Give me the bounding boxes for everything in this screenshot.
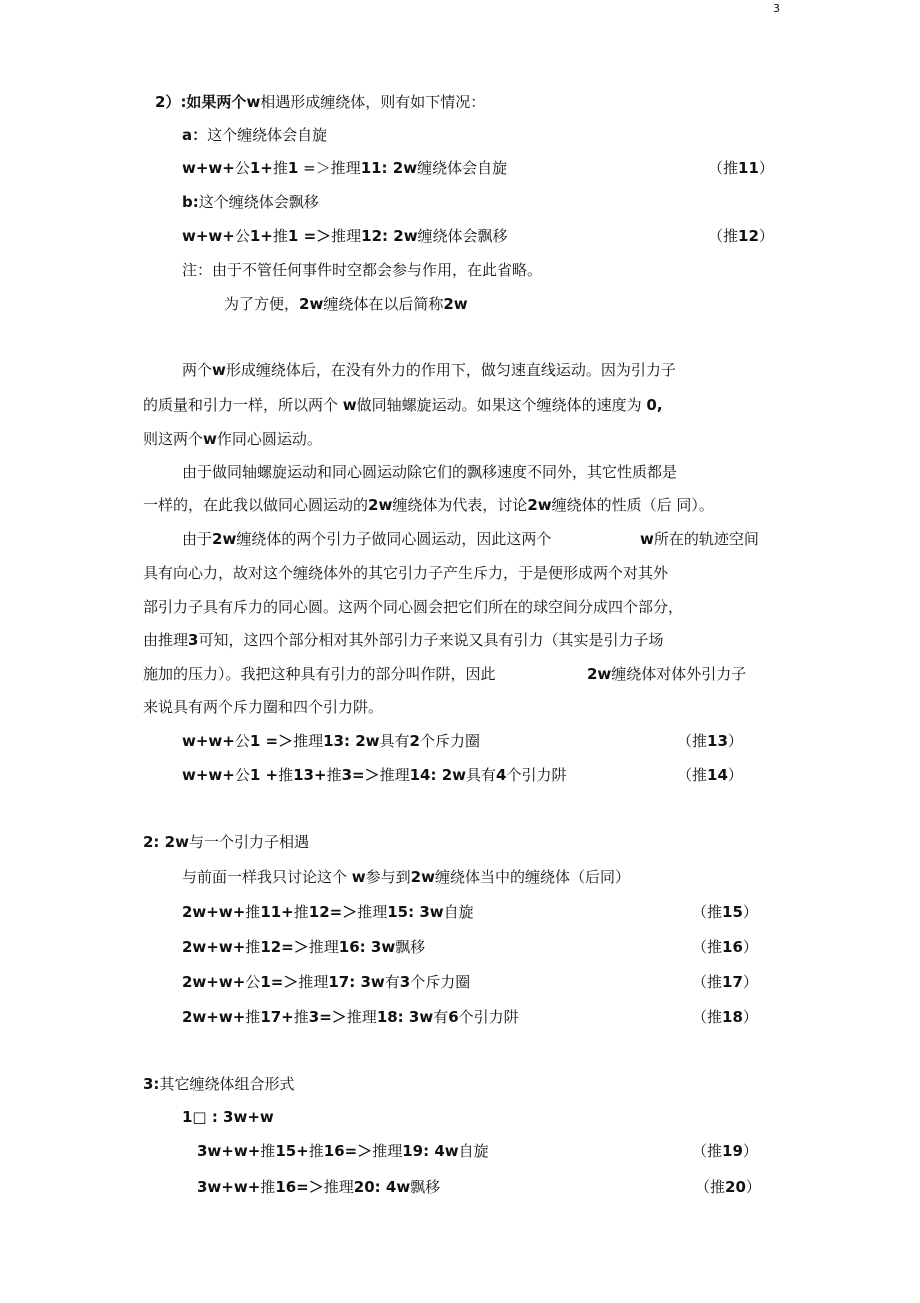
t: =＞推理 <box>298 159 361 177</box>
t: 12: 2w <box>361 227 418 245</box>
t: 3w+w+ <box>197 1142 261 1160</box>
para3-line1b <box>640 529 759 549</box>
formula-inference-13 <box>182 731 480 751</box>
t: 推理 <box>357 903 388 921</box>
para1-line3 <box>143 429 322 449</box>
t: 所在的轨迹空间 <box>653 530 759 548</box>
t: 2 <box>409 732 420 750</box>
t: （推 <box>692 903 723 921</box>
t: 3w+w+ <box>197 1178 261 1196</box>
formula-inference-16 <box>182 937 425 957</box>
t: 与一个引力子相遇 <box>188 833 309 851</box>
formula-inference-11 <box>182 158 507 178</box>
t: 推 <box>245 903 261 921</box>
t: （推 <box>677 766 708 784</box>
t: w <box>212 361 226 379</box>
ref-inference-16 <box>692 937 758 957</box>
t: 18 <box>722 1008 743 1026</box>
t: ） <box>742 1008 758 1026</box>
ref-inference-18 <box>692 1007 758 1027</box>
t: 2w <box>443 295 468 313</box>
para3-line1a <box>182 529 551 549</box>
t: a： <box>182 126 208 144</box>
t: 16=＞ <box>323 1142 373 1160</box>
formula-inference-15 <box>182 902 474 922</box>
t: ） <box>742 973 758 991</box>
t: 公 <box>245 973 261 991</box>
t: 形成缠绕体后，在没有外力的作用下，做匀速直线运动。因为引力子 <box>225 361 676 379</box>
t: （推 <box>708 159 739 177</box>
t: （推 <box>692 1008 723 1026</box>
t: 2w <box>527 496 552 514</box>
t: 缠绕体会飘移 <box>417 227 508 245</box>
para3-line5b <box>587 664 746 684</box>
t: 13: 2w <box>323 732 380 750</box>
t: 推理 <box>293 732 324 750</box>
t: 缠绕体的性质（后 同）。 <box>551 496 714 514</box>
para3-line6: 来说具有两个斥力圈和四个引力阱。 <box>143 698 384 716</box>
t: 公 <box>234 766 250 784</box>
t: 推理 <box>372 1142 403 1160</box>
t: 0, <box>646 396 663 414</box>
t: 推理 <box>298 973 329 991</box>
t: ） <box>758 159 774 177</box>
t: 2w+w+ <box>182 1008 246 1026</box>
t: 个引力阱 <box>458 1008 519 1026</box>
t: 12 <box>738 227 759 245</box>
t: （推 <box>695 1178 726 1196</box>
subsection-1: 1□ : 3w+w <box>182 1108 274 1126</box>
t: （推 <box>692 1142 723 1160</box>
t: 11: 2w <box>360 159 418 177</box>
t: 公 <box>234 227 250 245</box>
formula-inference-17 <box>182 972 470 992</box>
t: 推 <box>272 227 288 245</box>
section-3-heading <box>143 1074 294 1094</box>
para3-line4 <box>143 630 663 650</box>
t: 16=＞ <box>275 1178 324 1196</box>
t: 3: <box>143 1075 160 1093</box>
t: 18: 3w <box>376 1008 434 1026</box>
t: 则这两个 <box>143 430 204 448</box>
t: 3=＞ <box>341 766 380 784</box>
t: w <box>203 430 217 448</box>
t: 2w <box>212 530 237 548</box>
formula-inference-18 <box>182 1007 519 1027</box>
t: 1 =＞ <box>287 227 332 245</box>
t: 做同轴螺旋运动。如果这个缠绕体的速度为 <box>356 396 647 414</box>
formula-inference-20 <box>197 1177 440 1197</box>
t: 的质量和引力一样，所以两个 <box>143 396 343 414</box>
t: 推理 <box>331 227 362 245</box>
ref-inference-14 <box>677 765 743 785</box>
t: 公 <box>234 159 250 177</box>
page-number: 3 <box>773 2 780 15</box>
para2-line2 <box>143 495 714 515</box>
t: 4 <box>496 766 507 784</box>
t: 推 <box>245 1008 261 1026</box>
t: 3 <box>399 973 411 991</box>
t: 2w <box>299 295 324 313</box>
t: 19 <box>722 1142 743 1160</box>
convenience-line <box>224 294 468 314</box>
t: 自旋 <box>443 903 474 921</box>
t: （推 <box>692 973 723 991</box>
t: 17: 3w <box>328 973 385 991</box>
t: 推 <box>260 1142 276 1160</box>
t: ） <box>758 227 774 245</box>
t: 1+ <box>249 227 273 245</box>
t: 11+ <box>260 903 294 921</box>
t: 由推理 <box>143 631 189 649</box>
case-b-label <box>182 192 319 212</box>
t: 15: 3w <box>387 903 444 921</box>
t: 15+ <box>275 1142 309 1160</box>
t: w+w+ <box>182 732 235 750</box>
ref-inference-11 <box>708 158 774 178</box>
t: 这个缠绕体会飘移 <box>198 193 319 211</box>
t: 飘移 <box>395 938 426 956</box>
t: 13+ <box>293 766 327 784</box>
t: 推理 <box>346 1008 377 1026</box>
t: 19: 4w <box>402 1142 459 1160</box>
t: 推 <box>272 159 288 177</box>
t: 推理 <box>323 1178 354 1196</box>
section-2b-intro <box>182 867 630 887</box>
t: w+w+ <box>182 766 235 784</box>
t: 两个 <box>182 361 213 379</box>
t: 推 <box>260 1178 276 1196</box>
t: 缠绕体的两个引力子做同心圆运动，因此这两个 <box>236 530 552 548</box>
t: 3 <box>188 631 199 649</box>
t: ） <box>745 1178 761 1196</box>
t: 12=＞ <box>260 938 309 956</box>
t: 作同心圆运动。 <box>216 430 322 448</box>
para3-line3: 部引力子具有斥力的同心圆。这两个同心圆会把它们所在的球空间分成四个部分， <box>143 598 684 616</box>
t: 这个缠绕体会自旋 <box>207 126 328 144</box>
t: 17 <box>722 973 743 991</box>
t: 自旋 <box>458 1142 489 1160</box>
t: 有 <box>384 973 400 991</box>
t: 推 <box>308 1142 324 1160</box>
t: 1=＞ <box>260 973 299 991</box>
formula-inference-12 <box>182 226 508 246</box>
t: （推 <box>708 227 739 245</box>
t: 与前面一样我只讨论这个 <box>182 868 352 886</box>
t: 16: 3w <box>338 938 396 956</box>
t: 11 <box>738 159 759 177</box>
t: 14 <box>707 766 728 784</box>
t: 推理 <box>308 938 339 956</box>
t: w+w+ <box>182 159 235 177</box>
ref-inference-12 <box>708 226 774 246</box>
ref-inference-15 <box>692 902 758 922</box>
t: 1+ <box>249 159 273 177</box>
t: 推 <box>326 766 342 784</box>
para1-line1 <box>182 360 676 380</box>
t: 缠绕体会自旋 <box>417 159 508 177</box>
t: 2w+w+ <box>182 973 246 991</box>
t: 2w+w+ <box>182 903 246 921</box>
t: 个斥力圈 <box>419 732 480 750</box>
t: 公 <box>234 732 250 750</box>
t: 推理 <box>379 766 410 784</box>
t: 2: 2w <box>143 833 189 851</box>
t: 20: 4w <box>353 1178 411 1196</box>
t: 个斥力圈 <box>410 973 471 991</box>
t: 16 <box>722 938 743 956</box>
ref-inference-20 <box>695 1177 761 1197</box>
t: 1 =＞ <box>249 732 294 750</box>
t: 15 <box>722 903 743 921</box>
t: ） <box>727 732 743 750</box>
t: ） <box>742 938 758 956</box>
t: 17+ <box>260 1008 294 1026</box>
t: 一样的，在此我以做同心圆运动的 <box>143 496 369 514</box>
ref-inference-19 <box>692 1141 758 1161</box>
t: ） <box>742 1142 758 1160</box>
ref-inference-13 <box>677 731 743 751</box>
t: 个引力阱 <box>506 766 567 784</box>
t: 具有 <box>379 732 410 750</box>
t: 13 <box>707 732 728 750</box>
t: b: <box>182 193 199 211</box>
ref-inference-17 <box>692 972 758 992</box>
t: 推 <box>278 766 294 784</box>
t: 3=＞ <box>308 1008 347 1026</box>
note: 注：由于不管任何事件时空都会参与作用，在此省略。 <box>182 261 543 279</box>
para3-line2: 具有向心力，故对这个缠绕体外的其它引力子产生斥力，于是便形成两个对其外 <box>143 564 669 582</box>
t: ） <box>742 903 758 921</box>
t: 2w <box>368 496 393 514</box>
t: :如果两个 <box>180 93 247 111</box>
t: 6 <box>448 1008 459 1026</box>
t: 1 + <box>249 766 279 784</box>
t: 推 <box>293 903 309 921</box>
t: 推 <box>293 1008 309 1026</box>
formula-inference-19 <box>197 1141 489 1161</box>
t: 12=＞ <box>308 903 358 921</box>
t: 参与到 <box>365 868 411 886</box>
t: 2w <box>587 665 612 683</box>
case-a-label <box>182 125 327 145</box>
t: （推 <box>692 938 723 956</box>
t: 1 <box>287 159 299 177</box>
t: 其它缠绕体组合形式 <box>159 1075 295 1093</box>
t: （推 <box>677 732 708 750</box>
t: 为了方便， <box>224 295 300 313</box>
t: 可知，这四个部分相对其外部引力子来说又具有引力（其实是引力子场 <box>198 631 664 649</box>
t: w <box>342 396 357 414</box>
t: 由于 <box>182 530 213 548</box>
para2-line1 <box>182 462 677 482</box>
t: 2） <box>155 93 181 111</box>
section-2b-heading <box>143 832 309 852</box>
t: 缠绕体为代表，讨论 <box>392 496 528 514</box>
para3-line5a: 施加的压力）。我把这种具有引力的部分叫作阱，因此 <box>143 665 496 683</box>
t: 由于做同轴螺旋运动和同心圆运动除它们的飘移速度不同外，其它性质都是 <box>182 463 678 481</box>
t: ） <box>727 766 743 784</box>
t: 缠绕体当中的缠绕体（后同） <box>434 868 630 886</box>
formula-inference-14 <box>182 765 566 785</box>
t: w <box>246 93 261 111</box>
t: 相遇形成缠绕体，则有如下情况： <box>260 93 486 111</box>
t: w <box>351 868 366 886</box>
t: 缠绕体在以后简称 <box>323 295 444 313</box>
t: 有 <box>433 1008 449 1026</box>
t: 推 <box>245 938 261 956</box>
t: 20 <box>725 1178 746 1196</box>
t: 2w <box>410 868 435 886</box>
t: w <box>640 530 654 548</box>
t: 飘移 <box>410 1178 441 1196</box>
t: 14: 2w <box>409 766 467 784</box>
para1-line2 <box>143 395 663 415</box>
t: 缠绕体对体外引力子 <box>611 665 747 683</box>
section-2-heading <box>155 92 485 112</box>
t: w+w+ <box>182 227 235 245</box>
t: 具有 <box>466 766 497 784</box>
t: 2w+w+ <box>182 938 246 956</box>
